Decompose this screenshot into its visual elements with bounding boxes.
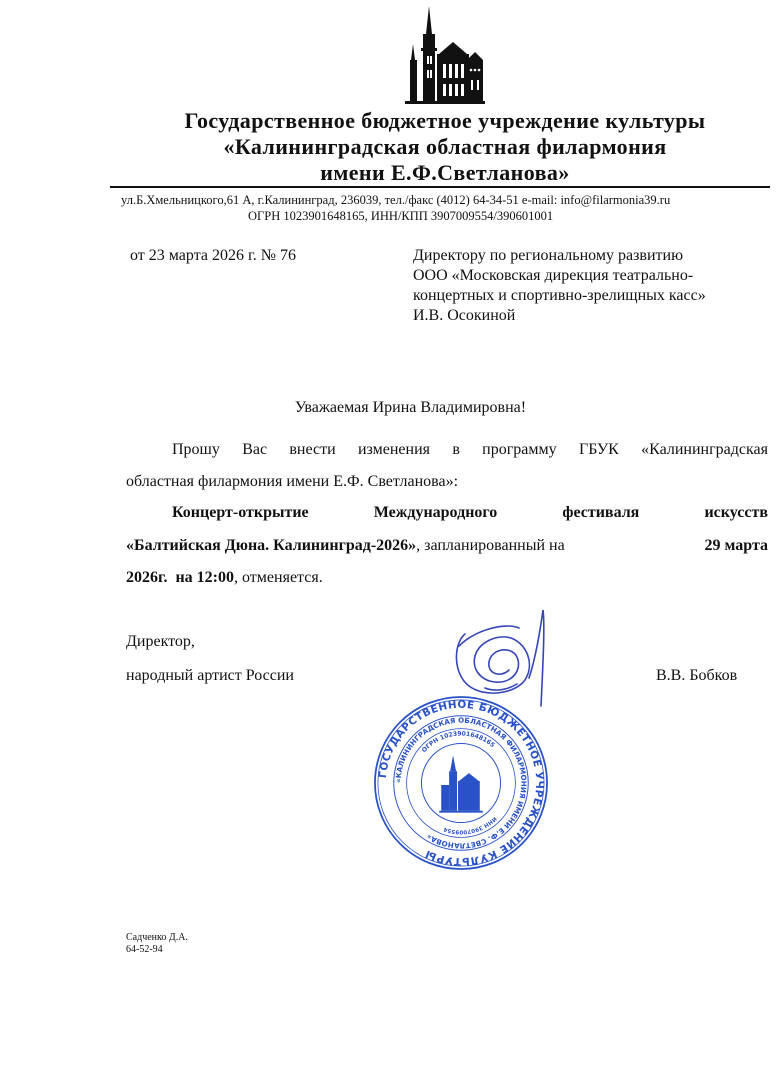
paragraph-1-line2: областная филармония имени Е.Ф. Светланова»: — [126, 473, 459, 490]
addressee-line: И.В. Осокиной — [413, 307, 516, 324]
event-word: Международного — [373, 504, 498, 521]
org-name-line2: «Калининградская областная филармония — [223, 134, 667, 159]
event-word: искусств — [704, 504, 768, 521]
event-date: 29 марта — [704, 537, 768, 554]
org-name-line3: имени Е.Ф.Светланова» — [320, 160, 570, 185]
paragraph-2-line2 — [126, 536, 768, 556]
event-word: фестиваля — [562, 504, 640, 521]
paragraph-2-line1 — [172, 504, 768, 522]
salutation: Уважаемая Ирина Владимировна! — [294, 399, 527, 416]
planned-text: , запланированный на — [416, 537, 565, 554]
signer-title-line2: народный артист России — [126, 667, 294, 684]
signer-name: В.В. Бобков — [656, 667, 738, 684]
registry-line: ОГРН 1023901648165, ИНН/КПП 3907009554/390601001 — [248, 209, 554, 223]
letter-date-number: от 23 марта 2026 г. № 76 — [130, 247, 296, 264]
address-line: ул.Б.Хмельницкого,61 А, г.Калининград, 236039, тел./факс (4012) 64-34-51 e-mail: info@filarmonia39.ru — [121, 193, 671, 207]
stamp-inner-text: «КАЛИНИНГРАДСКАЯ ОБЛАСТНАЯ ФИЛАРМОНИЯ ИМЕНИ Е.Ф. СВЕТЛАНОВА» — [393, 715, 529, 851]
executor-name: Садченко Д.А. — [126, 932, 188, 943]
header-rule — [110, 186, 770, 188]
cancelled-text: , отменяется. — [234, 569, 323, 586]
executor-phone: 64-52-94 — [126, 944, 163, 955]
stamp-cathedral — [439, 755, 483, 812]
cathedral-logo — [405, 4, 485, 104]
stamp-inn: ИНН 3907009554 — [443, 815, 498, 835]
stamp-ogrn: ОГРН 1023901648165 — [420, 730, 496, 755]
event-word: Концерт-открытие — [172, 504, 309, 521]
paragraph-2-line3 — [126, 568, 323, 588]
official-seal — [372, 694, 550, 872]
svg-text:ИНН 3907009554 — [443, 815, 497, 834]
org-name-line1: Государственное бюджетное учреждение культуры — [184, 108, 706, 133]
event-name: «Балтийская Дюна. Калининград-2026» — [126, 537, 417, 554]
addressee-block — [413, 246, 706, 326]
event-date-year: 2026г. на 12:00 — [126, 569, 235, 586]
addressee-line: Директору по региональному развитию — [413, 247, 684, 264]
stamp-outer-text: ГОСУДАРСТВЕННОЕ БЮДЖЕТНОЕ УЧРЕЖДЕНИЕ КУЛЬТУРЫ — [376, 698, 546, 868]
signer-title-line1: Директор, — [126, 633, 195, 650]
addressee-line: концертных и спортивно-зрелищных касс» — [413, 287, 706, 304]
addressee-line: ООО «Московская дирекция театрально- — [413, 267, 694, 284]
paragraph-1-line1: Прошу Вас внести изменения в программу ГБУК «Калининградская — [172, 441, 768, 458]
